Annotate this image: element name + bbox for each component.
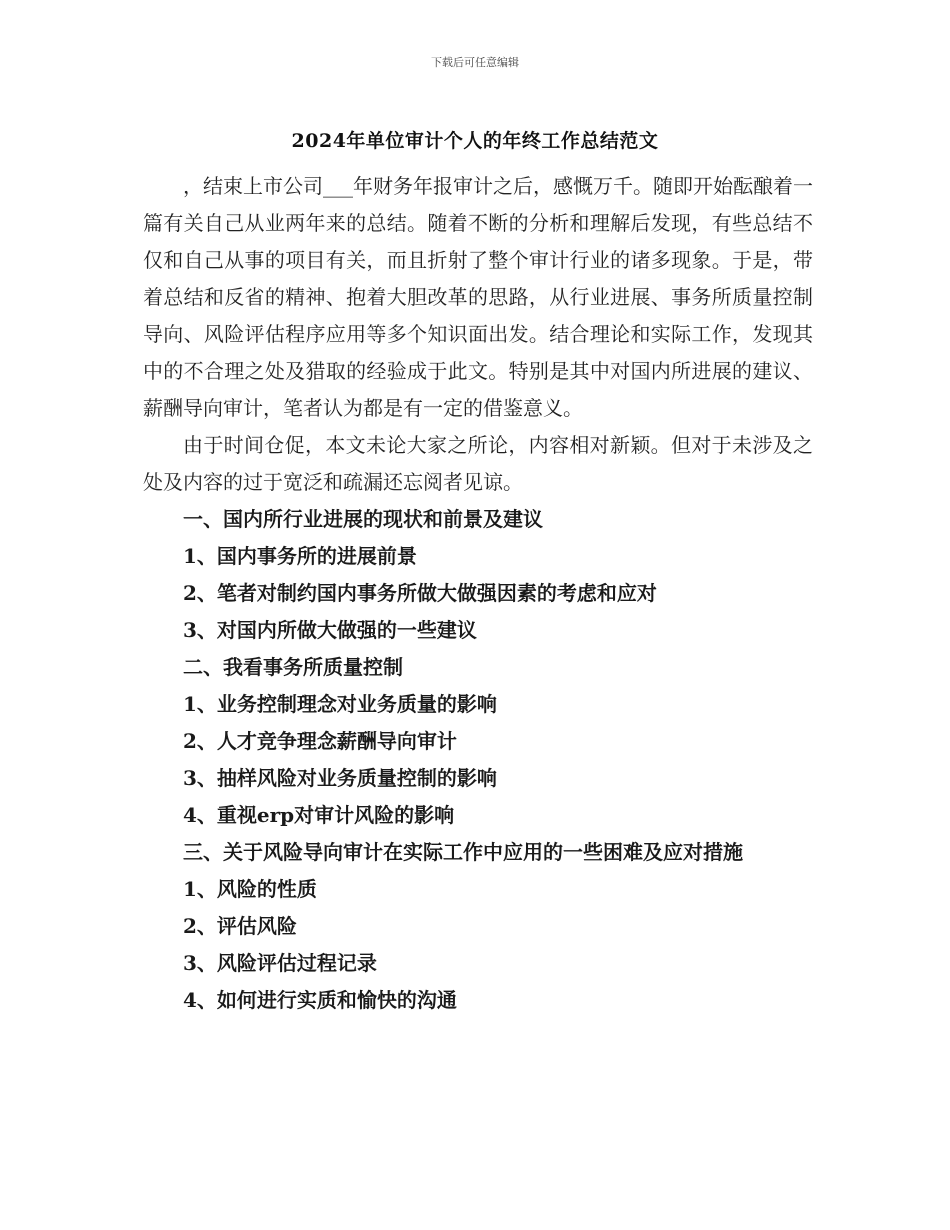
outline-item: 1、风险的性质: [183, 877, 317, 901]
intro-paragraph: ，结束上市公司___年财务年报审计之后，感慨万千。随即开始酝酿着一篇有关自己从业两年来的总结。随着不断的分析和理解后发现，有些总结不仅和自己从事的项目有关，而且折射了整个审计行业的诸多现象。于是，带着总结和反省的精神、抱着大胆改革的思路，从行业进展、事务所质量控制导向、风险评估程序应用等多个知识面出发。结合理论和实际工作，发现其中的不合理之处及猎取的经验成于此文。特别是其中对国内所进展的建议、薪酬导向审计，笔者认为都是有一定的借鉴意义。: [143, 174, 813, 420]
outline-item: 2、人才竞争理念薪酬导向审计: [183, 729, 457, 753]
outline-item: 三、关于风险导向审计在实际工作中应用的一些困难及应对措施: [183, 840, 743, 864]
outline-item: 4、重视erp对审计风险的影响: [183, 803, 455, 827]
header-note: 下载后可任意编辑: [431, 56, 519, 69]
outline-item: 一、国内所行业进展的现状和前景及建议: [183, 507, 543, 531]
note-paragraph: 由于时间仓促，本文未论大家之所论，内容相对新颖。但对于未涉及之处及内容的过于宽泛和疏漏还忘阅者见谅。: [143, 433, 813, 494]
outline-item: 二、我看事务所质量控制: [183, 655, 403, 679]
outline-item: 4、如何进行实质和愉快的沟通: [183, 988, 457, 1012]
outline-item: 3、对国内所做大做强的一些建议: [183, 618, 477, 642]
outline-item: 1、国内事务所的进展前景: [183, 544, 417, 568]
outline-item: 3、抽样风险对业务质量控制的影响: [183, 766, 497, 790]
document-title: 2024年单位审计个人的年终工作总结范文: [291, 130, 659, 152]
outline-item: 2、评估风险: [183, 914, 297, 938]
outline-item: 2、笔者对制约国内事务所做大做强因素的考虑和应对: [183, 581, 657, 605]
outline-list: [143, 501, 813, 1019]
document-body: [143, 168, 813, 1019]
outline-item: 3、风险评估过程记录: [183, 951, 377, 975]
outline-item: 1、业务控制理念对业务质量的影响: [183, 692, 497, 716]
